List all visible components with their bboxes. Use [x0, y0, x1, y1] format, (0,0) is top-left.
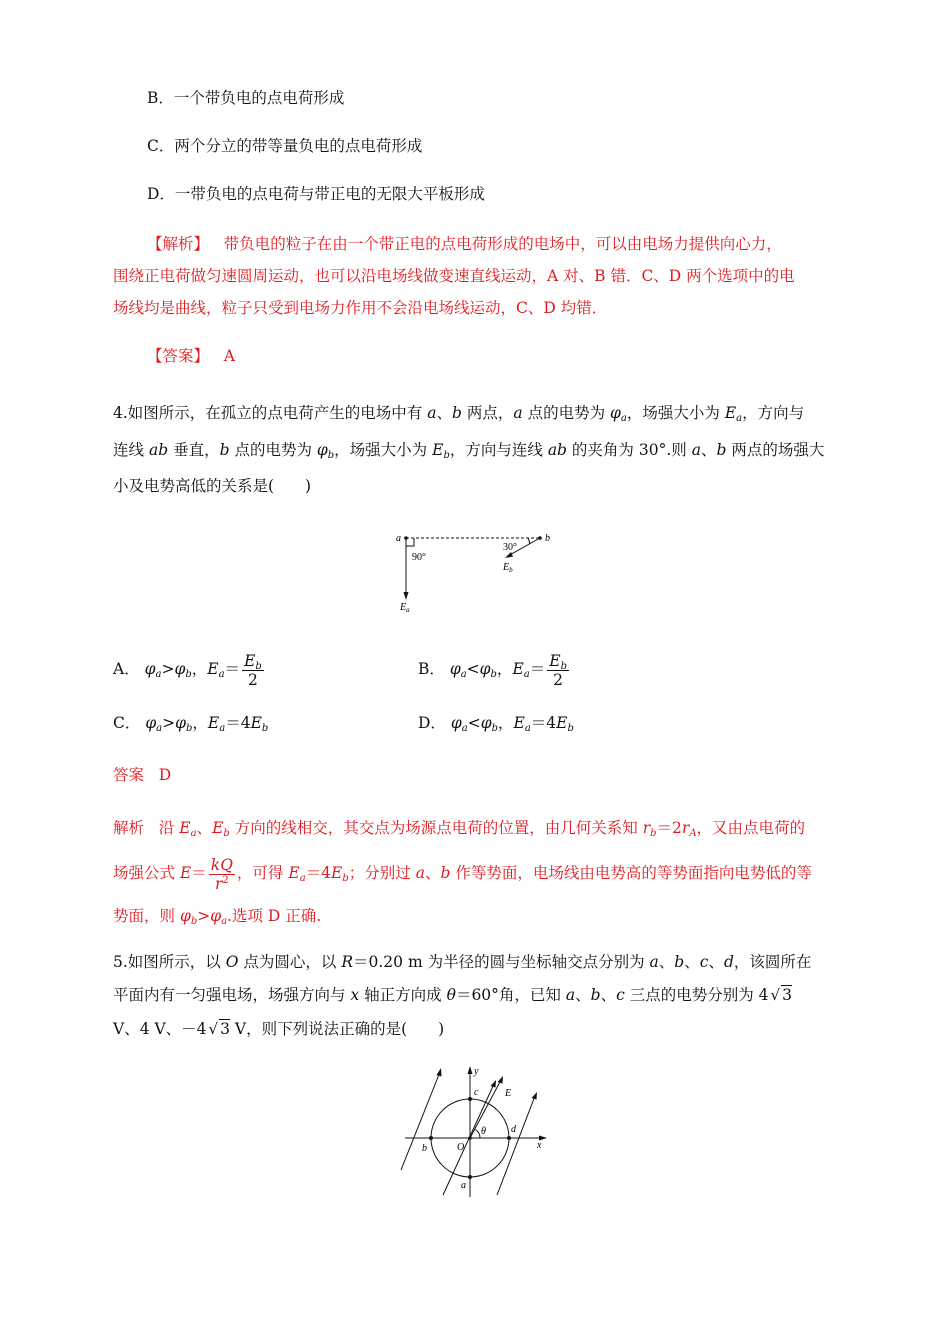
q4-label-eb: $E_b$ — [503, 562, 513, 574]
q4-label-30: 30° — [503, 542, 517, 553]
q4-option-c: C． $\varphi_a>\varphi_b$，$E_a=4E_b$ — [113, 714, 269, 734]
q3-analysis-tag: 【解析】 — [147, 235, 210, 253]
q5-label-x: x — [537, 1140, 542, 1151]
q4-analysis-line1: 解析 沿 $E_a$、$E_b$ 方向的线相交，其交点为场源点电荷的位置，由几何关系知 $r_b=2r_A$，又由点电荷的 — [113, 819, 806, 839]
q4-answer: 答案 D — [113, 766, 172, 784]
q5-label-c: c — [474, 1087, 479, 1098]
q5-field-line-2 — [443, 1084, 494, 1195]
q5-figure — [395, 1062, 555, 1202]
q4-option-b: B． $\varphi_a<\varphi_b$，$E_a=$ $\frac{E_b}{2}$ — [418, 651, 567, 689]
q4-label-a: a — [396, 533, 401, 544]
q4-angle-arc-30 — [528, 538, 530, 544]
q4-stem-line2: 连线 ab 垂直，b 点的电势为 $\varphi_b$，场强大小为 $E_b$，方向与连线 ab 的夹角为 30°.则 a、b 两点的场强大 — [113, 441, 825, 461]
q3-analysis-line3: 场线均是曲线，粒子只受到电场力作用不会沿电场线运动，C、D 均错． — [113, 299, 608, 317]
q5-field-line-1 — [401, 1072, 440, 1170]
q3-answer-value: A — [223, 347, 235, 365]
q5-label-d: d — [511, 1124, 516, 1135]
q3-answer-tag: 【答案】 — [147, 347, 210, 365]
q4-stem-line3: 小及电势高低的关系是( ) — [113, 477, 312, 495]
q5-stem-line1: 5.如图所示，以 O 点为圆心，以 R＝0.20 m 为半径的圆与坐标轴交点分别为 a、b、c、d，该圆所在 — [113, 953, 812, 971]
q4-stem-line1: 4.如图所示，在孤立的点电荷产生的电场中有 a、b 两点，a 点的电势为 $\varphi_a$，场强大小为 $E_a$，方向与 — [113, 404, 805, 424]
q5-label-o: O — [457, 1142, 465, 1153]
q4-option-a: A． $\varphi_a>\varphi_b$，$E_a=$ $\frac{E_b}{2}$ — [113, 651, 262, 689]
q5-label-a: a — [461, 1180, 466, 1191]
q4-analysis-line2: 场强公式 E＝ $\frac{kQ}{r^2}$ ，可得 $E_a=4E_b$；分别过 a、b 作等势面，电场线由电势高的等势面指向电势低的等 — [113, 855, 812, 893]
q5-label-e: E — [505, 1088, 512, 1099]
q5-theta-arc — [475, 1130, 480, 1139]
q5-label-theta: θ — [481, 1126, 486, 1137]
q4-analysis-line3: 势面，则 $\varphi_b>\varphi_a$.选项 D 正确. — [113, 907, 322, 927]
q4-label-b: b — [545, 533, 550, 544]
q5-field-line-4 — [497, 1096, 535, 1195]
q5-stem-line2: 平面内有一匀强电场，场强方向与 x 轴正方向成 θ＝60°角，已知 a、b、c 三点的电势分别为 4 √ 3 — [113, 986, 792, 1004]
q4-option-d: D． $\varphi_a<\varphi_b$，$E_a=4E_b$ — [418, 714, 574, 734]
q3-option-b: B．一个带负电的点电荷形成 — [147, 89, 345, 107]
q5-label-b: b — [422, 1143, 427, 1154]
q3-analysis-line1: 【解析】 带负电的粒子在由一个带正电的点电荷形成的电场中，可以由电场力提供向心力， — [147, 235, 782, 253]
q5-stem-line3: V、4 V、－4 √ 3 V，则下列说法正确的是( ) — [113, 1020, 445, 1038]
q4-figure — [390, 528, 570, 618]
q3-option-d: D．一带负电的点电荷与带正电的无限大平板形成 — [147, 185, 485, 203]
q3-analysis-line2: 围绕正电荷做匀速圆周运动，也可以沿电场线做变速直线运动，A 对、B 错．C、D 两个选项中的电 — [113, 267, 795, 285]
q4-label-ea: $E_a$ — [400, 602, 410, 614]
q3-answer — [147, 346, 235, 366]
q5-label-y: y — [474, 1066, 479, 1077]
q4-answer-value: D — [158, 766, 172, 784]
q4-label-90: 90° — [412, 552, 426, 563]
q3-option-c: C．两个分立的带等量负电的点电荷形成 — [147, 137, 423, 155]
